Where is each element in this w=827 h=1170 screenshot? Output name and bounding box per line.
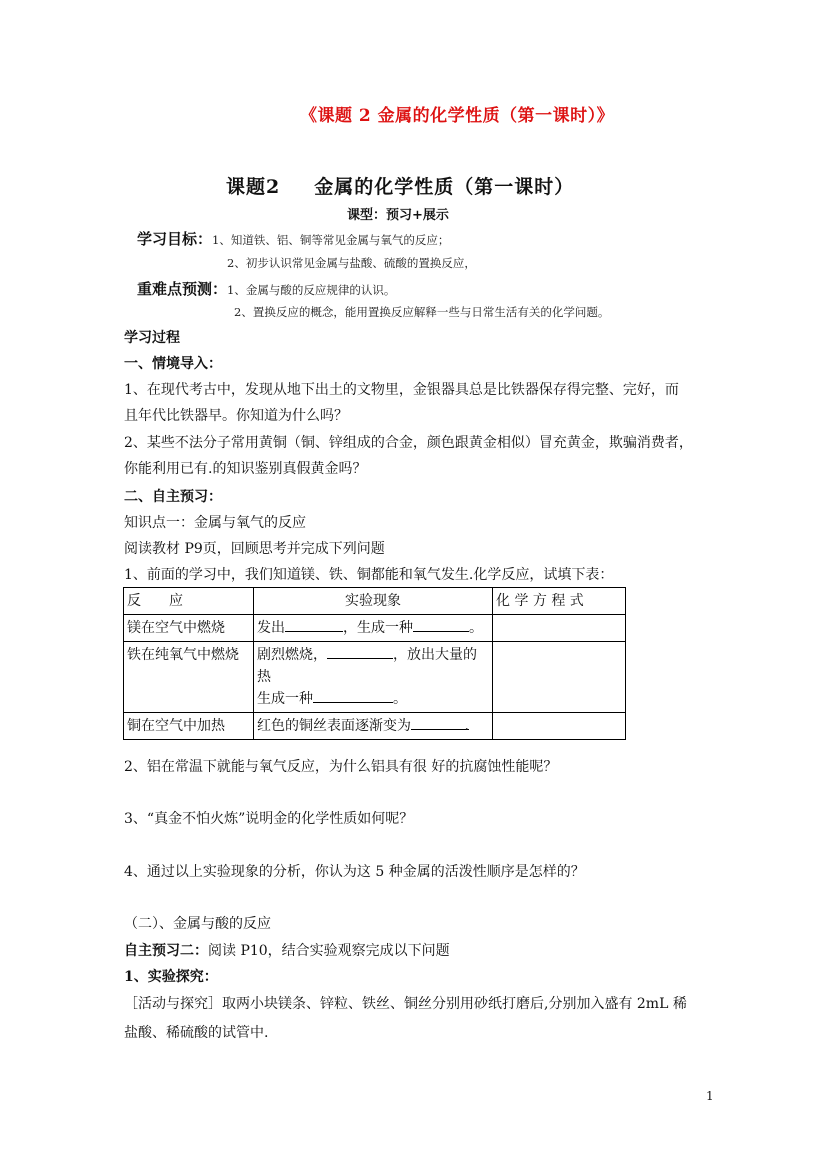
section-1-heading: 一、情境导入： (124, 356, 222, 372)
goal-2: 2、初步认识常见金属与盐酸、硫酸的置换反应， (227, 256, 476, 270)
equation-cell[interactable] (493, 713, 626, 740)
goals-label: 学习目标： (137, 230, 213, 248)
section-2-heading: 二、自主预习： (124, 489, 222, 505)
cell-text: . (464, 718, 469, 734)
fill-blank[interactable] (413, 617, 469, 632)
explore-heading: 1、实验探究： (124, 969, 218, 985)
key-points-line-1 (137, 278, 395, 299)
activity-line-2: 盐酸、稀硫酸的试管中. (124, 1025, 269, 1041)
cell-text: 剧烈燃烧， (257, 647, 327, 663)
cell-text: ，放出大量的热 (257, 647, 477, 685)
phenomenon-cell (254, 713, 493, 740)
fill-blank[interactable] (313, 688, 393, 703)
cell-text: 生成一种 (257, 691, 313, 707)
question-1-line-2: 且年代比铁器早。你知道为什么吗？ (124, 408, 348, 424)
fill-blank[interactable] (327, 644, 393, 659)
header-equation: 化 学 方 程 式 (493, 588, 626, 615)
cell-text: ，生成一种 (343, 620, 413, 636)
task-1: 1、前面的学习中，我们知道镁、铁、铜都能和氧气发生.化学反应，试填下表： (124, 567, 614, 583)
key-point-2: 2、置换反应的概念，能用置换反应解释一些与日常生活有关的化学问题。 (234, 305, 610, 319)
goal-1: 1、知道铁、铝、铜等常见金属与氧气的反应； (212, 233, 450, 247)
reaction-cell: 铁在纯氧气中燃烧 (124, 642, 254, 713)
preview-2-line (124, 940, 450, 960)
equation-cell[interactable] (493, 615, 626, 642)
header-phenomenon: 实验现象 (254, 588, 493, 615)
document-top-title: 《课题 2 金属的化学性质（第一课时）》 (300, 106, 615, 126)
key-points-label: 重难点预测： (137, 280, 228, 298)
lesson-number: 课题2 (226, 176, 281, 198)
cell-text: 。 (393, 691, 407, 707)
phenomenon-cell (254, 615, 493, 642)
question-2-line-2: 你能利用已有.的知识鉴别真假黄金吗？ (124, 461, 367, 477)
reaction-cell: 镁在空气中燃烧 (124, 615, 254, 642)
equation-cell[interactable] (493, 642, 626, 713)
preview-2-text: 阅读 P10，结合实验观察完成以下问题 (208, 943, 450, 959)
table-header-row (124, 588, 626, 615)
preview-2-label: 自主预习二： (124, 943, 208, 959)
cell-text: 。 (469, 620, 483, 636)
section-acid-heading: （二）、金属与酸的反应 (124, 916, 271, 932)
question-2-line-1: 2、某些不法分子常用黄铜（铜、锌组成的合金，颜色跟黄金相似）冒充黄金，欺骗消费者， (124, 435, 693, 451)
table-row (124, 615, 626, 642)
goals-line-1 (137, 228, 449, 249)
knowledge-point-1: 知识点一：金属与氧气的反应 (124, 515, 306, 531)
table-row (124, 713, 626, 740)
lesson-name: 金属的化学性质（第一课时） (314, 176, 575, 198)
lesson-type: 课型：预习+展示 (347, 208, 449, 223)
activity-line-1: ［活动与探究］取两小块镁条、锌粒、铁丝、铜丝分别用砂纸打磨后,分别加入盛有 2mL 稀 (124, 996, 687, 1012)
page-number: 1 (706, 1089, 714, 1103)
table-row (124, 642, 626, 713)
reading-instruction-1: 阅读教材 P9页，回顾思考并完成下列问题 (124, 541, 385, 557)
question-gold: 3、“真金不怕火炼”说明金的化学性质如何呢？ (124, 811, 414, 827)
key-point-1: 1、金属与酸的反应规律的认识。 (227, 283, 396, 297)
fill-blank[interactable] (285, 617, 343, 632)
lesson-title (226, 172, 574, 199)
cell-text: 红色的铜丝表面逐渐变为 (257, 718, 411, 734)
cell-text: 发出 (257, 620, 285, 636)
question-1-line-1: 1、在现代考古中，发现从地下出土的文物里，金银器具总是比铁器保存得完整、完好，而 (124, 382, 679, 398)
phenomenon-cell (254, 642, 493, 713)
question-activity-order: 4、通过以上实验现象的分析，你认为这 5 种金属的活泼性顺序是怎样的？ (124, 864, 585, 880)
experiment-table (123, 587, 626, 740)
reaction-cell: 铜在空气中加热 (124, 713, 254, 740)
question-aluminum: 2、铝在常温下就能与氧气反应，为什么铝具有很 好的抗腐蚀性能呢？ (124, 759, 558, 775)
process-heading: 学习过程 (124, 330, 180, 346)
fill-blank[interactable] (411, 715, 469, 734)
header-reaction: 反 应 (124, 588, 254, 615)
